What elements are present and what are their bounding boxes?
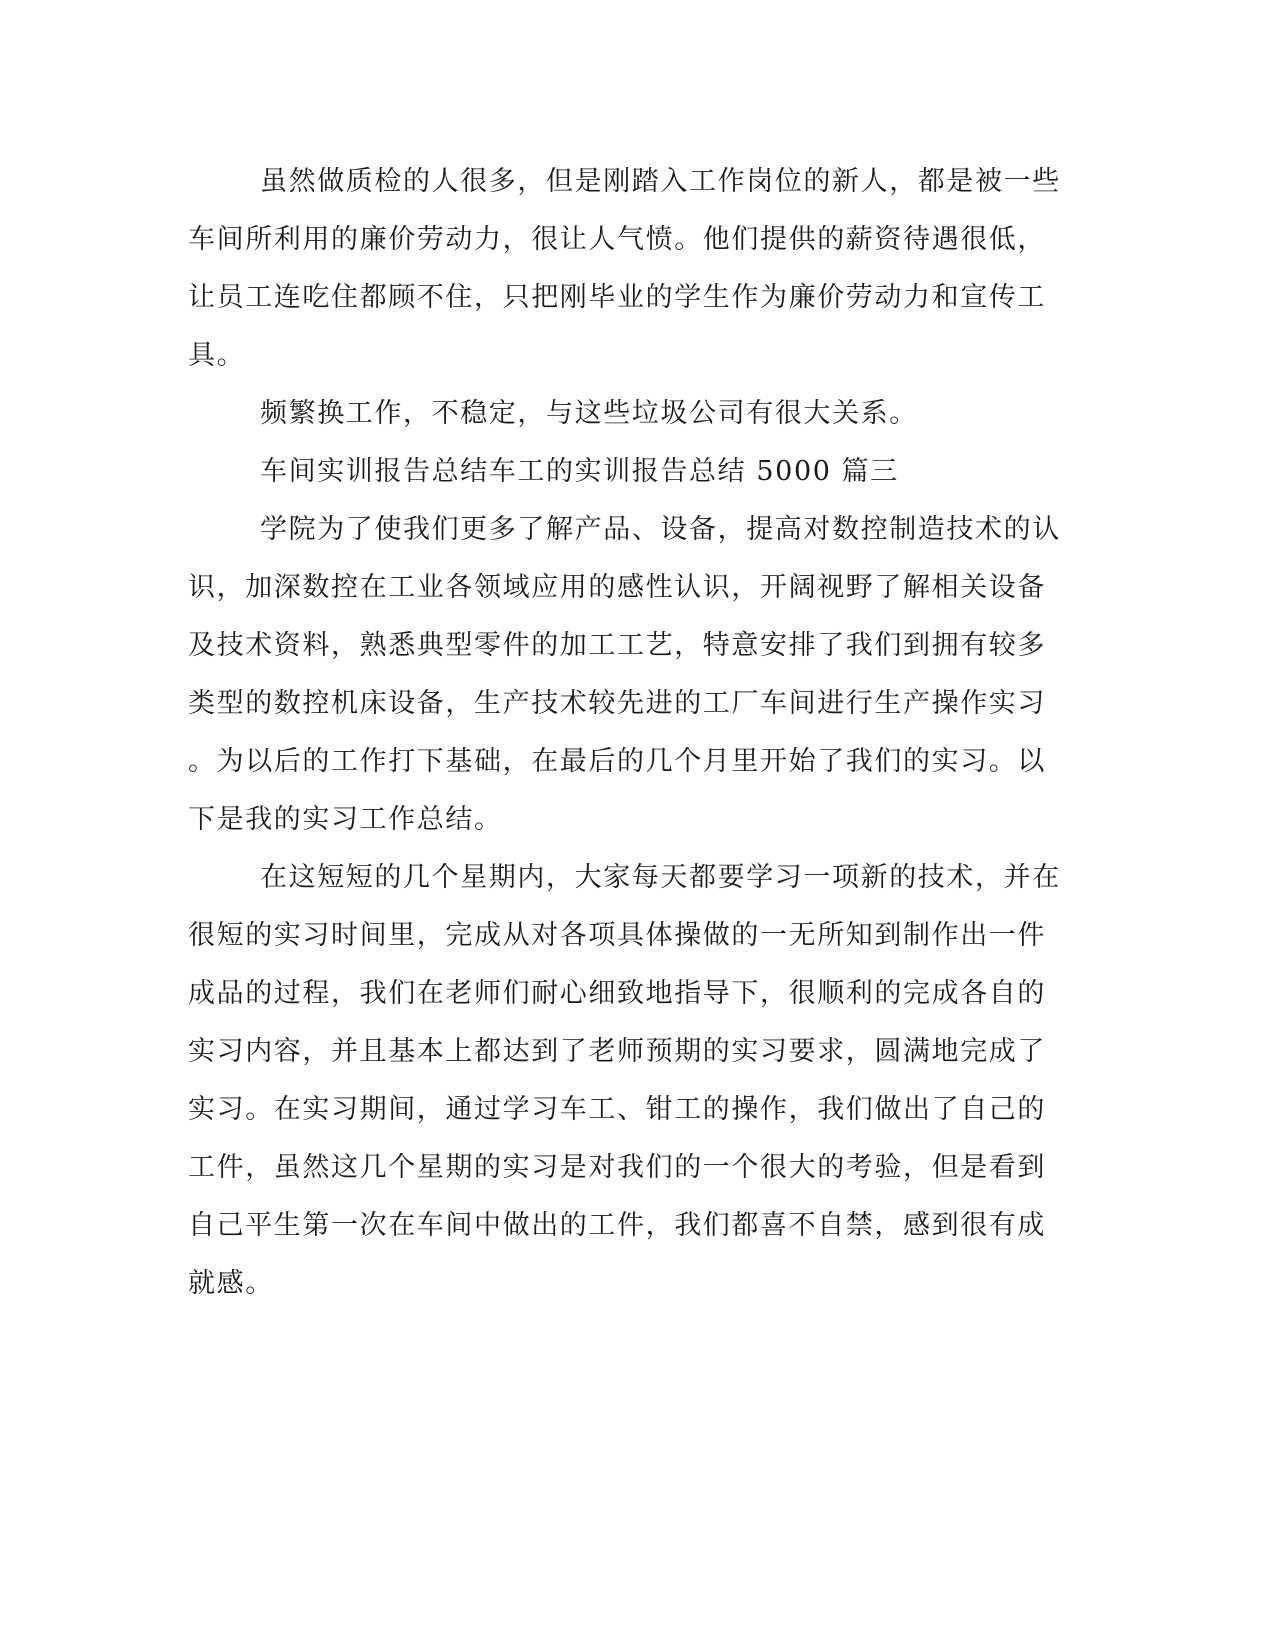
paragraph-4-line-1: 在这短短的几个星期内，大家每天都要学习一项新的技术，并在 bbox=[260, 862, 1061, 893]
paragraph-1-line-1: 虽然做质检的人很多，但是刚踏入工作岗位的新人，都是被一些 bbox=[260, 166, 1061, 197]
paragraph-4-line-7: 自己平生第一次在车间中做出的工件，我们都喜不自禁，感到很有成 bbox=[188, 1210, 1046, 1241]
paragraph-2-line-1: 频繁换工作，不稳定，与这些垃圾公司有很大关系。 bbox=[260, 398, 918, 429]
paragraph-1-line-3: 让员工连吃住都顾不住，只把刚毕业的学生作为廉价劳动力和宣传工 bbox=[188, 282, 1046, 313]
paragraph-4-line-3: 成品的过程，我们在老师们耐心细致地指导下，很顺利的完成各自的 bbox=[188, 978, 1046, 1009]
paragraph-3-line-1: 学院为了使我们更多了解产品、设备，提高对数控制造技术的认 bbox=[260, 514, 1061, 545]
paragraph-4-line-6: 工件，虽然这几个星期的实习是对我们的一个很大的考验，但是看到 bbox=[188, 1152, 1046, 1183]
paragraph-3-line-3: 及技术资料，熟悉典型零件的加工工艺，特意安排了我们到拥有较多 bbox=[188, 630, 1046, 661]
paragraph-3-line-2: 识，加深数控在工业各领域应用的感性认识，开阔视野了解相关设备 bbox=[188, 572, 1046, 603]
paragraph-1-line-2: 车间所利用的廉价劳动力，很让人气愤。他们提供的薪资待遇很低， bbox=[188, 224, 1046, 255]
paragraph-3-line-5: 。为以后的工作打下基础，在最后的几个月里开始了我们的实习。以 bbox=[188, 746, 1046, 777]
section-heading: 车间实训报告总结车工的实训报告总结 5000 篇三 bbox=[260, 456, 899, 487]
paragraph-3-line-6: 下是我的实习工作总结。 bbox=[188, 804, 503, 835]
paragraph-4-line-8: 就感。 bbox=[188, 1268, 274, 1299]
paragraph-1-line-4: 具。 bbox=[188, 340, 246, 371]
paragraph-4-line-5: 实习。在实习期间，通过学习车工、钳工的操作，我们做出了自己的 bbox=[188, 1094, 1046, 1125]
paragraph-4-line-2: 很短的实习时间里，完成从对各项具体操做的一无所知到制作出一件 bbox=[188, 920, 1046, 951]
paragraph-4-line-4: 实习内容，并且基本上都达到了老师预期的实习要求，圆满地完成了 bbox=[188, 1036, 1046, 1067]
paragraph-3-line-4: 类型的数控机床设备，生产技术较先进的工厂车间进行生产操作实习 bbox=[188, 688, 1046, 719]
